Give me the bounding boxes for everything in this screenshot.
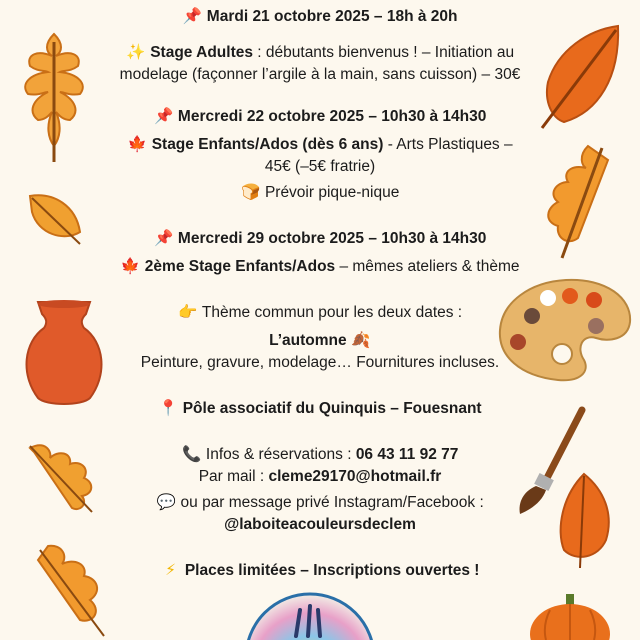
event1-date: Mardi 21 octobre 2025 – 18h à 20h <box>206 8 458 25</box>
mail-line <box>80 466 560 488</box>
maple-leaf-icon: 🍁 <box>120 258 141 275</box>
theme-desc: Peinture, gravure, modelage… Fournitures incluses. <box>140 354 500 371</box>
event2-stage-desc-2: 45€ (–5€ fratrie) <box>264 158 376 175</box>
telephone-icon: 📞 <box>181 446 202 463</box>
closing-line <box>80 560 560 582</box>
event1-stage-desc-1: : débutants bienvenus ! – Initiation au <box>252 44 515 61</box>
event1-stage-title: Stage Adultes <box>150 44 253 61</box>
theme-title: L’automne <box>269 332 347 349</box>
event3-stage-line <box>80 256 560 278</box>
fallen-leaves-icon: 🍂 <box>351 332 371 349</box>
theme-title-line <box>80 330 560 352</box>
mail-address[interactable]: cleme29170@hotmail.fr <box>268 468 442 485</box>
event2-stage-line <box>80 134 560 156</box>
leaf-icon <box>550 470 620 570</box>
location-text: Pôle associatif du Quinquis – Fouesnant <box>182 400 482 417</box>
flyer-content <box>80 6 560 582</box>
lightning-icon: ⚡ <box>165 562 176 579</box>
event2-note-line <box>80 182 560 204</box>
pumpkin-icon <box>526 592 614 640</box>
event1-date-line <box>80 6 560 28</box>
pointing-hand-icon: 👉 <box>178 304 198 321</box>
speech-bubble-icon: 💬 <box>156 494 176 511</box>
bread-icon: 🍞 <box>240 184 261 201</box>
social-line <box>80 492 560 514</box>
leaf-icon <box>24 188 86 250</box>
pushpin-icon: 📌 <box>153 108 174 125</box>
maple-leaf-icon: 🍁 <box>127 136 148 153</box>
event2-stage-title: Stage Enfants/Ados (dès 6 ans) <box>151 136 384 153</box>
phone-label: Infos & réservations : <box>205 446 356 463</box>
social-handle[interactable]: @laboiteacouleursdeclem <box>224 516 416 533</box>
event1-stage-desc-2: modelage (façonner l’argile à la main, sans cuisson) – 30€ <box>119 66 521 83</box>
event1-stage-line <box>80 42 560 64</box>
social-text: ou par message privé Instagram/Facebook : <box>180 494 484 511</box>
pushpin-icon: 📌 <box>182 8 203 25</box>
event3-stage-title: 2ème Stage Enfants/Ados <box>144 258 336 275</box>
closing-text: Places limitées – Inscriptions ouvertes ! <box>184 562 480 579</box>
event2-date: Mercredi 22 octobre 2025 – 10h30 à 14h30 <box>177 108 487 125</box>
phone-line <box>80 444 560 466</box>
event2-stage-desc-1: - Arts Plastiques – <box>383 136 513 153</box>
theme-intro: Thème commun pour les deux dates : <box>201 304 463 321</box>
mail-label: Par mail : <box>198 468 269 485</box>
logo <box>240 592 380 640</box>
event2-note: Prévoir pique-nique <box>264 184 400 201</box>
event3-date-line <box>80 228 560 250</box>
event3-stage-desc: – mêmes ateliers & thème <box>335 258 520 275</box>
event3-date: Mercredi 29 octobre 2025 – 10h30 à 14h30 <box>177 230 487 247</box>
pushpin-icon: 📌 <box>153 230 174 247</box>
event2-date-line <box>80 106 560 128</box>
location-line <box>80 398 560 420</box>
location-pin-icon: 📍 <box>158 400 179 417</box>
phone-number[interactable]: 06 43 11 92 77 <box>355 446 459 463</box>
sparkles-icon: ✨ <box>126 44 146 61</box>
theme-intro-line <box>80 302 560 324</box>
